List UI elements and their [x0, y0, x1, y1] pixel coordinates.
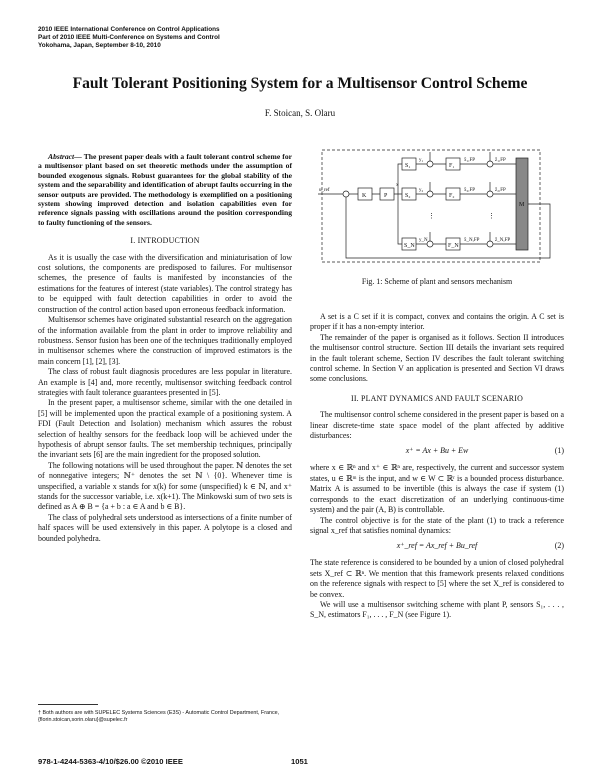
- label-s2: S₂: [405, 193, 411, 199]
- label-z1: z̃₁,FP: [495, 158, 506, 163]
- sum-node: [427, 161, 433, 167]
- label-k: K: [362, 193, 367, 199]
- label-s1: S₁: [405, 163, 411, 169]
- sum-node: [427, 191, 433, 197]
- label-xhat1: x̂₁,FP: [464, 158, 476, 163]
- label-yn: y_N: [419, 238, 428, 243]
- paper-title: Fault Tolerant Positioning System for a Multisensor Control Scheme: [72, 75, 528, 92]
- label-sn: S_N: [404, 243, 415, 249]
- left-column: [38, 152, 292, 544]
- abstract: [38, 152, 292, 227]
- sum-node: [427, 241, 433, 247]
- right-paragraph: A set is a C set if it is compact, convex and contains the origin. A C set is proper if it has a non-empty interior.: [310, 312, 564, 332]
- header-line-3: Yokohama, Japan, September 8-10, 2010: [38, 42, 161, 50]
- right-paragraph: The state reference is considered to be bounded by a union of closed polyhedral sets X_ref ⊂ ℝⁿ. We mention that this framework presents relaxed conditions on the reference signals with respect to [5] where the set X_ref is considered to be convex.: [310, 558, 564, 599]
- equation-1-body: x⁺ = Ax + Bu + Ew: [405, 446, 469, 456]
- right-paragraph: The control objective is for the state of the plant (1) to track a reference signal x_ref that satisfies nominal dynamics:: [310, 515, 564, 535]
- equation-2-body: x⁺_ref = Ax_ref + Bu_ref: [396, 541, 478, 551]
- intro-paragraph: As it is usually the case with the diversification and miniaturisation of low cost solutions, the components are predisposed to failures. For multisensor schemes, the presence of faults is manifested by inconstancies of the estimations for the features of interest (state variables). The control strategy has to be equipped with fault detection capabilities in order to avoid the construction of the control action based upon erroneous feedback information.: [38, 252, 292, 314]
- label-y1: y₁: [419, 158, 424, 163]
- ellipsis: ⋮: [428, 212, 435, 220]
- label-x: x: [396, 183, 399, 188]
- label-p: P: [384, 193, 388, 199]
- sum-node: [487, 241, 493, 247]
- sum-node: [487, 161, 493, 167]
- right-paragraph: We will use a multisensor switching scheme with plant P, sensors S₁, . . . , S_N, estimators F₁, . . . , F_N (see Figure 1).: [310, 599, 564, 620]
- label-xhat2: x̂₂,FP: [464, 188, 476, 193]
- block-diagram: [318, 144, 558, 266]
- section-intro-title: I. INTRODUCTION: [130, 236, 200, 246]
- right-column: [310, 312, 564, 621]
- label-uref: u_ref: [319, 188, 330, 193]
- label-f1: F₁: [449, 163, 455, 169]
- footer-page-number: 1051: [291, 757, 308, 766]
- equation-2-number: (2): [554, 541, 564, 551]
- abstract-label: Abstract: [48, 152, 75, 161]
- figure-1-diagram: [318, 144, 558, 271]
- label-f2: F₂: [449, 193, 455, 199]
- paper-authors: F. Stoican, S. Olaru: [264, 108, 336, 118]
- abstract-text: — The present paper deals with a fault tolerant control scheme for a multisensor plant based on set theoretic methods under the assumption of bounded exogenous signals. Robust guarantees for the global stability of the system and the separability and identification of abrupt faults occurring in the sensor outputs are provided. The methodology is exemplified on a positioning system showing improved detection and isolation capabilities even for reference signals passing with oscillations around the position corresponding to faulty functioning of the sensors.: [38, 152, 292, 227]
- ellipsis: ⋮: [488, 212, 495, 220]
- intro-paragraph: The class of robust fault diagnosis procedures are less popular in literature. An example is [4] and, more recently, multisensor switching feedback control strategies with fault tolerance guarantees presented in [5].: [38, 367, 292, 397]
- equation-1: [310, 441, 564, 463]
- header-line-2: Part of 2010 IEEE Multi-Conference on Systems and Control: [38, 34, 220, 42]
- label-fn: F_N: [448, 243, 459, 249]
- signal-lines: [398, 194, 516, 244]
- section-plant-title: II. PLANT DYNAMICS AND FAULT SCENARIO: [351, 393, 523, 403]
- sum-node: [343, 191, 349, 197]
- right-paragraph: where x ∈ ℝⁿ and x⁺ ∈ ℝⁿ are, respectively, the current and successor system states, u ∈ ℝᵐ is the input, and w ∈ W ⊂ ℝʳ is a bounded process disturbance. Matrix A is assumed to be invertible (this is always the case if system (1) corresponds to the exact discretization of an underlying continuous-time system) and the pair (A, B) is controllable.: [310, 463, 564, 515]
- right-paragraph: The remainder of the paper is organised as it follows. Section II introduces the multisensor control structure. Section III details the invariant sets required in the fault tolerant scheme, Section IV describes the fault tolerant switching control scheme. In Section V an application is presented and Section VI draws some conclusions.: [310, 332, 564, 384]
- label-z2: z̃₂,FP: [495, 188, 506, 193]
- footnote: † Both authors are with SUPELEC Systems Sciences (E3S) - Automatic Control Department, France, {florin.stoican,sorin.olaru}@supelec.fr: [38, 710, 280, 723]
- equation-1-number: (1): [554, 446, 564, 456]
- equation-2: [310, 536, 564, 558]
- footer-isbn: 978-1-4244-5363-4/10/$26.00 ©2010 IEEE: [38, 757, 183, 766]
- figure-caption: Fig. 1: Scheme of plant and sensors mechanism: [361, 277, 513, 286]
- intro-paragraph: The class of polyhedral sets understood as intersections of a finite number of half spaces will be used extensively in this paper. A polytope is a closed and bounded polyhedra.: [38, 512, 292, 543]
- intro-paragraph: The following notations will be used throughout the paper. ℕ denotes the set of nonnegative integers; ℕ⁺ denotes the set ℕ \ {0}. Whenever time is unspecified, a variable x stands for x(k) for some (unspecified) k ∈ ℕ, and x⁺ stands for the successor variable, i.e. x(k+1). The Minkowski sum of two sets is defined as A ⊕ B = {a + b : a ∈ A and b ∈ B}.: [38, 460, 292, 512]
- label-m: M: [519, 202, 525, 208]
- label-zn: z̃_N,FP: [495, 238, 511, 243]
- header-line-1: 2010 IEEE International Conference on Control Applications: [38, 26, 220, 33]
- conference-header: [38, 26, 220, 51]
- intro-paragraph: Multisensor schemes have originated substantial research on the aggregation of the information available from the plant in order to improve reliability and robustness. Sensor fusion has been one of the techniques traditionally employed in multisensor schemes where the construction of improved estimators is the main concern [1], [2], [3].: [38, 315, 292, 366]
- intro-paragraph: In the present paper, a multisensor scheme, similar with the one detailed in [5] will be implemented upon the practical example of a positioning system. A FDI (Fault Detection and Isolation) mechanism which assures the robust selection of healthy sensors for the feedback loop will be achieved under the hypothesis of abrupt sensor faults. The set membership techniques, principally the invariant sets [6] are the main ingredient for the proposed solution.: [38, 398, 292, 460]
- footnote-rule: [38, 704, 98, 705]
- label-xhatn: x̂_N,FP: [464, 238, 480, 243]
- sum-node: [487, 191, 493, 197]
- right-paragraph: The multisensor control scheme considered in the present paper is based on a linear discrete-time state space model of the plant affected by additive disturbances:: [310, 410, 564, 441]
- label-y2: y₂: [419, 188, 424, 193]
